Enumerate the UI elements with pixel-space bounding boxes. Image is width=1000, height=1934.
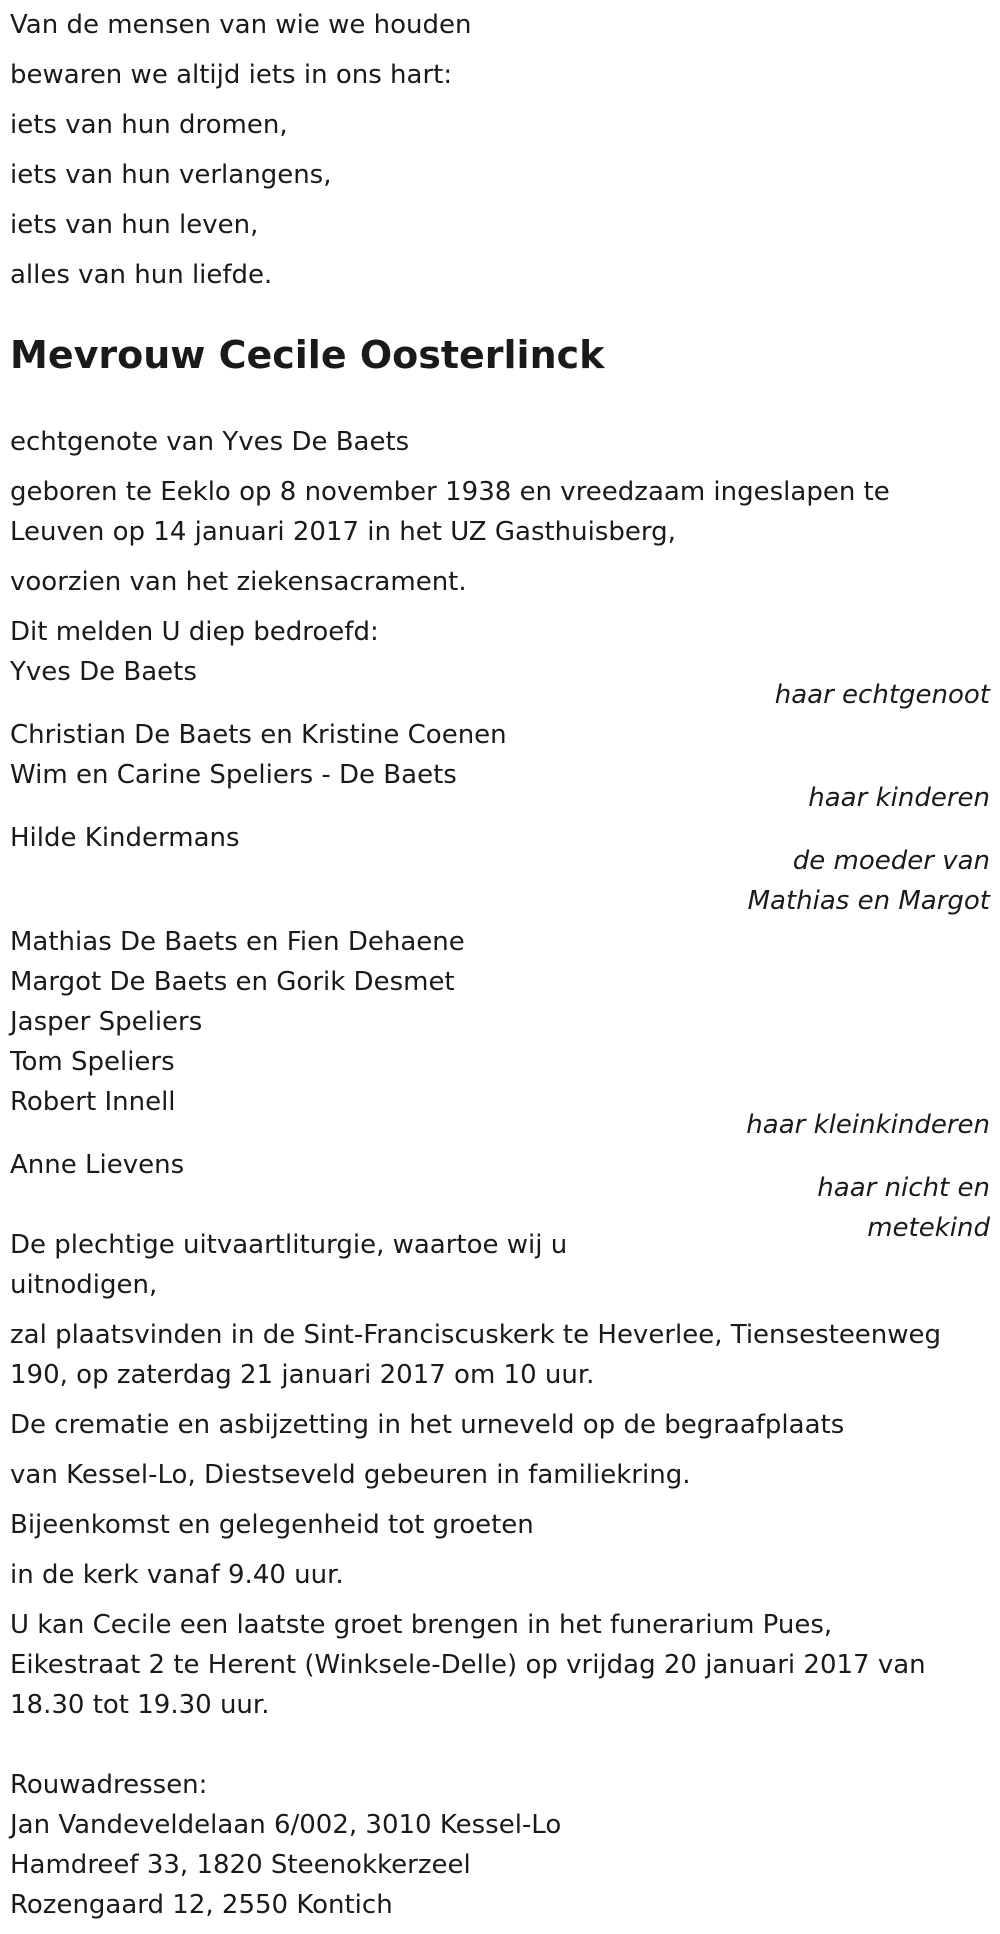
place-line-1: zal plaatsvinden in de Sint-Franciscuskerk te Heverlee, Tiensesteenweg [10,1320,942,1350]
place-line-2: 190, op zaterdag 21 januari 2017 om 10 uur. [10,1360,595,1390]
spouse-role: haar echtgenoot [774,680,990,710]
child-name: Wim en Carine Speliers - De Baets [10,760,457,790]
spouse-line: echtgenote van Yves De Baets [10,427,410,457]
niece-name: Anne Lievens [10,1150,185,1180]
grandchild-name: Mathias De Baets en Fien Dehaene [10,927,465,957]
niece-role-line-1: haar nicht en [817,1173,990,1203]
announce-line: Dit melden U diep bedroefd: [10,617,379,647]
mother-role-line-2: Mathias en Margot [747,886,990,916]
children-role: haar kinderen [808,783,990,813]
meeting-line-1: Bijeenkomst en gelegenheid tot groeten [10,1510,534,1540]
deceased-name-title: Mevrouw Cecile Oosterlinck [10,333,605,377]
grandchild-name: Tom Speliers [10,1047,175,1077]
mother-name: Hilde Kindermans [10,823,240,853]
cremation-line-1: De crematie en asbijzetting in het urneveld op de begraafplaats [10,1410,845,1440]
meeting-line-2: in de kerk vanaf 9.40 uur. [10,1560,344,1590]
address-line: Jan Vandeveldelaan 6/002, 3010 Kessel-Lo [10,1810,562,1840]
grandchild-name: Robert Innell [10,1087,176,1117]
sacrament-line: voorzien van het ziekensacrament. [10,567,467,597]
visit-line-2: Eikestraat 2 te Herent (Winksele-Delle) op vrijdag 20 januari 2017 van [10,1650,926,1680]
cremation-line-2: van Kessel-Lo, Diestseveld gebeuren in familiekring. [10,1460,691,1490]
address-line: Hamdreef 33, 1820 Steenokkerzeel [10,1850,471,1880]
poem-line: alles van hun liefde. [10,260,273,290]
grandchild-name: Jasper Speliers [10,1007,203,1037]
visit-line-1: U kan Cecile een laatste groet brengen in het funerarium Pues, [10,1610,833,1640]
poem-line: iets van hun leven, [10,210,259,240]
born-line-1: geboren te Eeklo op 8 november 1938 en vreedzaam ingeslapen te [10,477,890,507]
niece-role-line-2: metekind [867,1213,990,1243]
visit-line-3: 18.30 tot 19.30 uur. [10,1690,270,1720]
poem-line: Van de mensen van wie we houden [10,10,472,40]
grandchild-name: Margot De Baets en Gorik Desmet [10,967,455,997]
liturgy-line-2: uitnodigen, [10,1270,158,1300]
spouse-name: Yves De Baets [10,657,197,687]
born-line-2: Leuven op 14 januari 2017 in het UZ Gasthuisberg, [10,517,676,547]
address-line: Rozengaard 12, 2550 Kontich [10,1890,393,1920]
child-name: Christian De Baets en Kristine Coenen [10,720,507,750]
liturgy-line-1: De plechtige uitvaartliturgie, waartoe wij u [10,1230,568,1260]
poem-line: bewaren we altijd iets in ons hart: [10,60,453,90]
addresses-heading: Rouwadressen: [10,1770,208,1800]
grandchildren-role: haar kleinkinderen [746,1110,990,1140]
poem-line: iets van hun verlangens, [10,160,332,190]
mother-role-line-1: de moeder van [792,846,990,876]
poem-line: iets van hun dromen, [10,110,288,140]
